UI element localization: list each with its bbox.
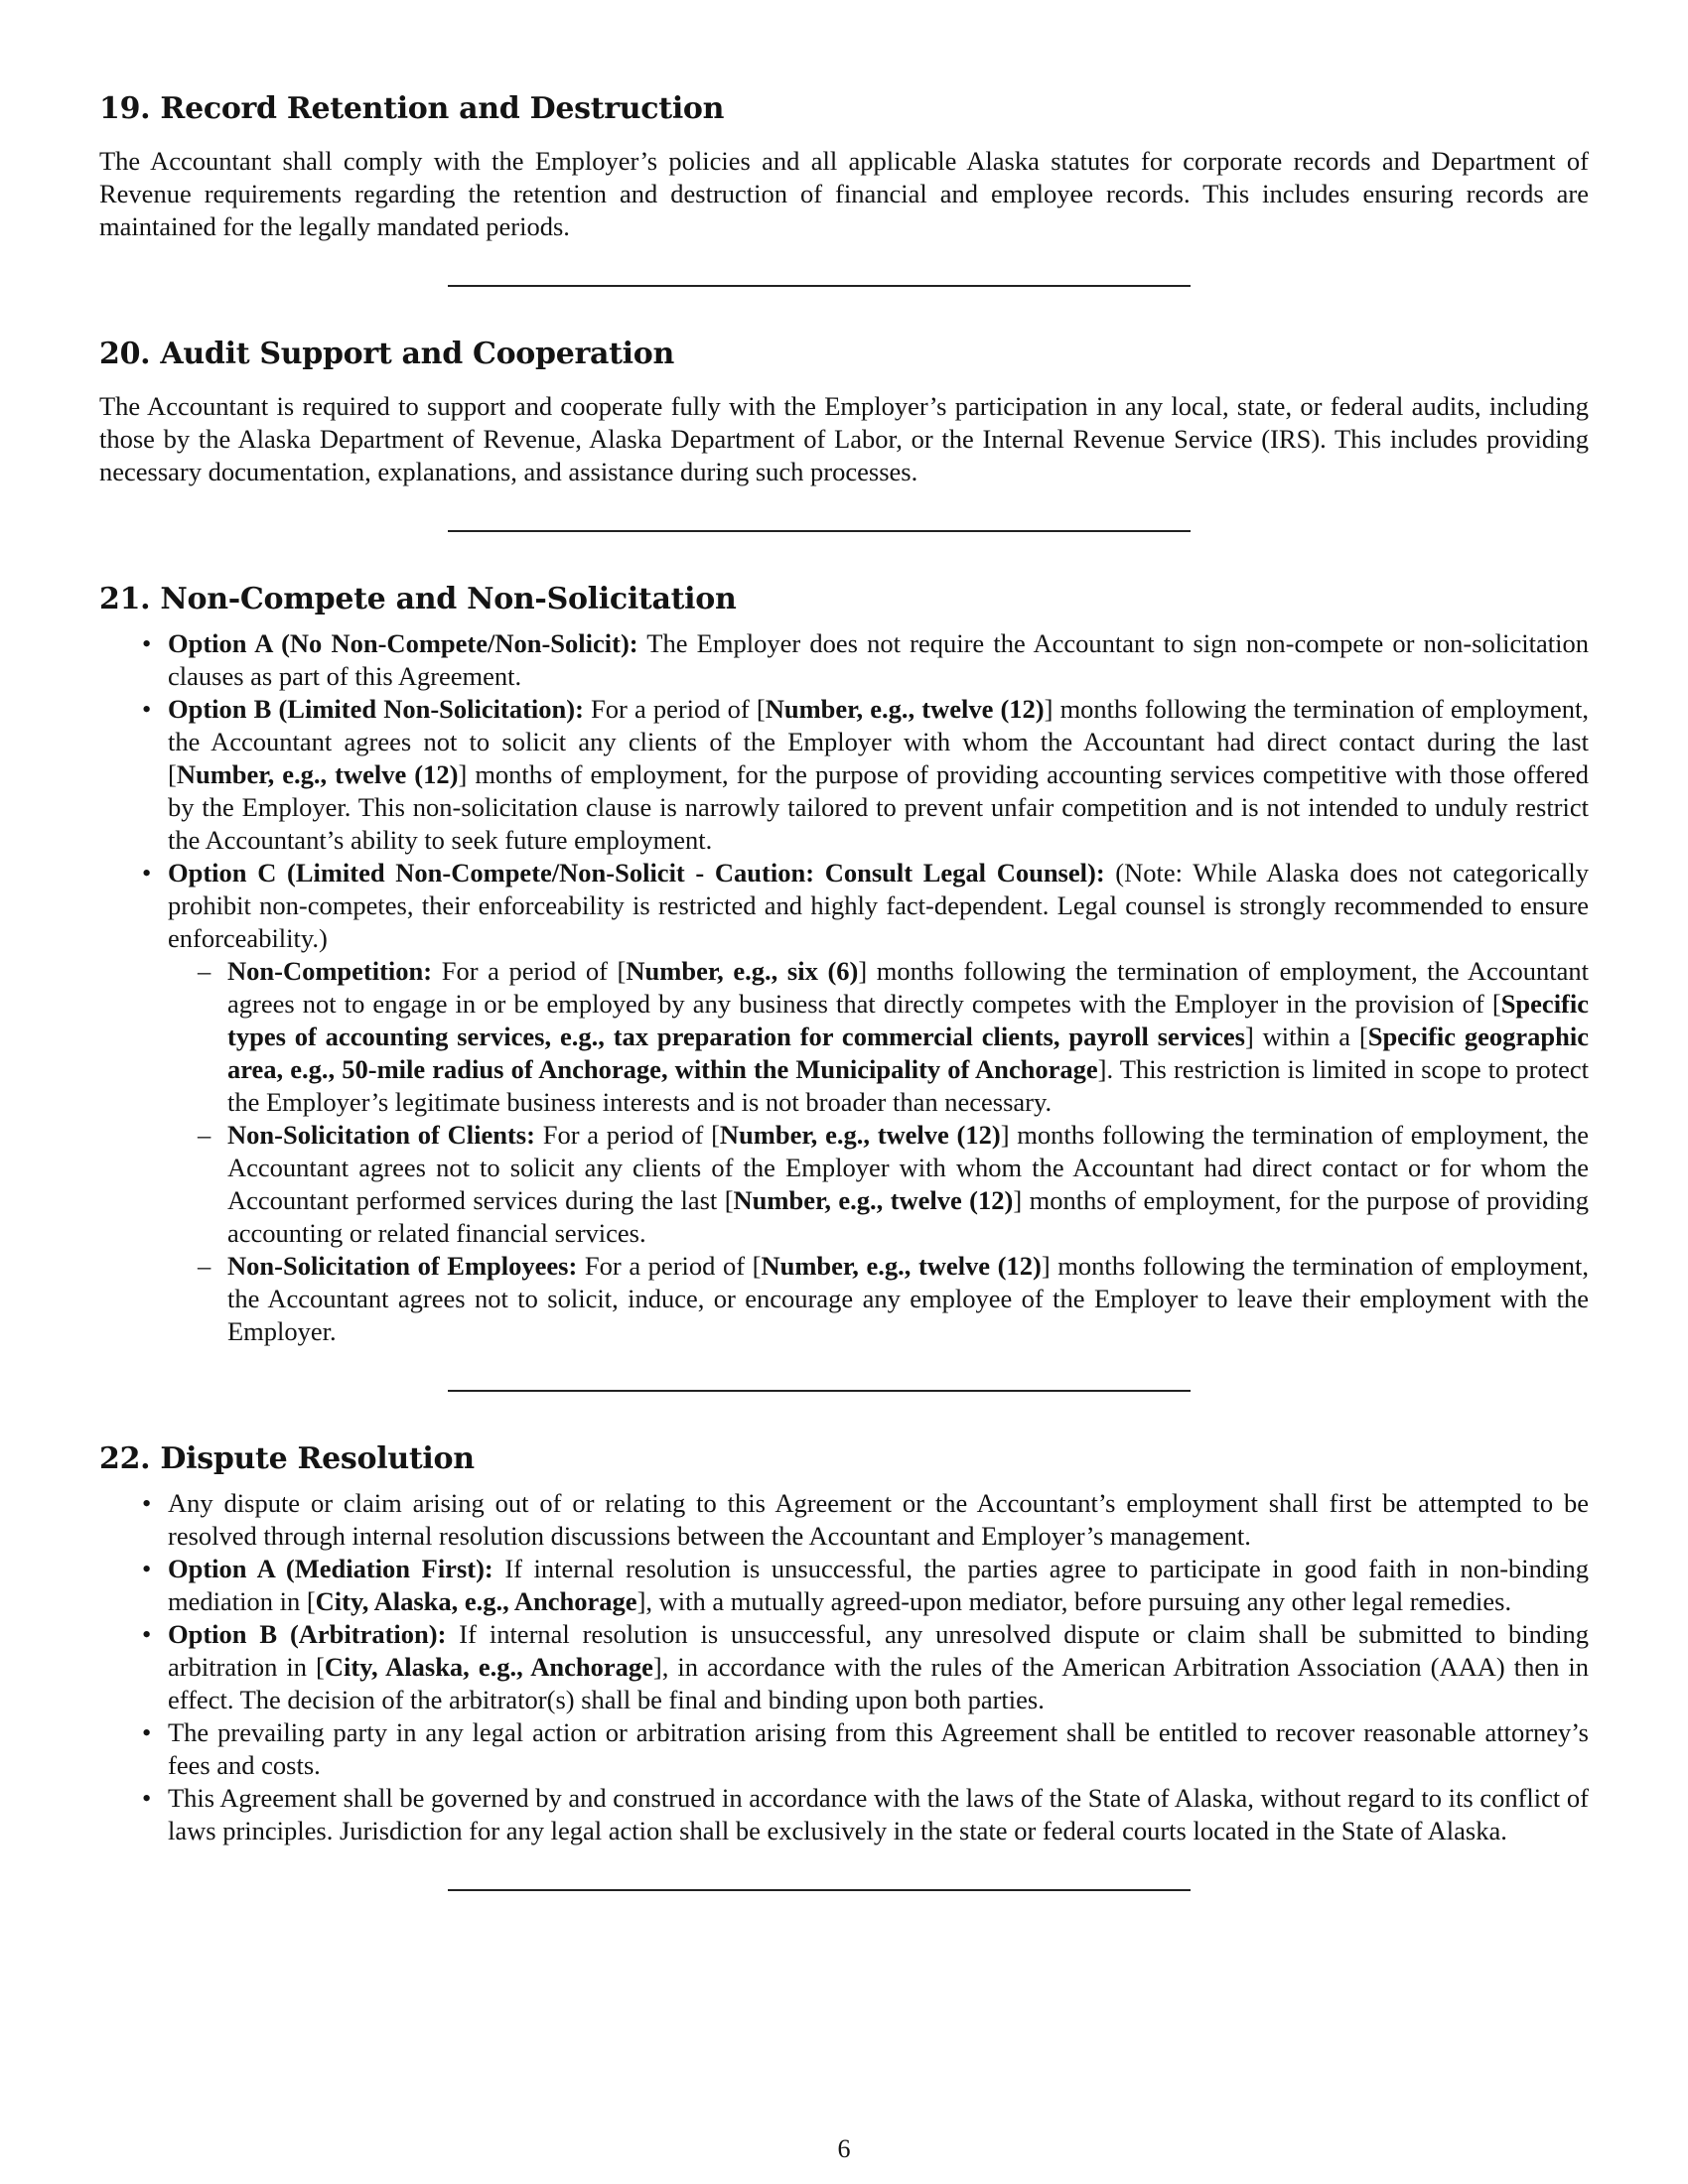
sub-text: ] months following the termination of employment, the Accountant agrees not to engage in or be employed by any business that directly competes with the Employer in the provision of [ xyxy=(227,956,1589,1019)
option-text: (Note: While Alaska does not categorically prohibit non-competes, their enforceability is restricted and highly fact-dependent. Legal counsel is strongly recommended to ensure enforceability.) xyxy=(168,858,1589,953)
dispute-list xyxy=(99,1487,1589,1847)
placeholder: Specific geographic area, e.g., 50-mile radius of Anchorage, within the Municipality of Anchorage xyxy=(227,1022,1589,1084)
list-item xyxy=(168,693,1589,857)
sub-label: Non-Solicitation of Clients: xyxy=(227,1120,535,1150)
section-body: The Accountant shall comply with the Employer’s policies and all applicable Alaska statutes for corporate records and Department of Revenue requirements regarding the retention and destruction of financial and employee records. This includes ensuring records are maintained for the legally mandated periods. xyxy=(99,146,1589,241)
list-item xyxy=(168,627,1589,693)
placeholder: Number, e.g., twelve (12) xyxy=(719,1120,1001,1150)
sub-text: For a period of [ xyxy=(432,956,627,986)
sub-text: For a period of [ xyxy=(534,1120,720,1150)
section-heading: 20. Audit Support and Cooperation xyxy=(99,337,674,371)
placeholder: Number, e.g., twelve (12) xyxy=(176,759,459,789)
sub-list-item xyxy=(227,1119,1589,1250)
placeholder: Number, e.g., twelve (12) xyxy=(733,1185,1014,1215)
list-item xyxy=(168,857,1589,1348)
section-body: The Accountant is required to support and cooperate fully with the Employer’s participation in any local, state, or federal audits, including those by the Alaska Department of Revenue, Alaska Department of Labor, or the Internal Revenue Service (IRS). This includes providing necessary documentation, explanations, and assistance during such processes. xyxy=(99,391,1589,486)
list-item: • Any dispute or claim arising out of or relating to this Agreement or the Accountant’s employment shall first be attempted to be resolved through internal resolution discussions between the Accountant and Employer’s management. xyxy=(168,1487,1589,1553)
placeholder: City, Alaska, e.g., Anchorage xyxy=(324,1652,653,1682)
sub-list-item xyxy=(227,955,1589,1119)
section-divider xyxy=(448,285,1191,287)
option-text: ] months following the termination of employment, the Accountant agrees not to solicit any clients of the Employer with whom the Accountant had direct contact during the last [ xyxy=(168,694,1589,789)
sub-text: ]. This restriction is limited in scope to protect the Employer’s legitimate business interests and is not broader than necessary. xyxy=(227,1054,1590,1117)
sub-text: ] within a [ xyxy=(1244,1022,1368,1051)
list-item xyxy=(168,1553,1589,1618)
section-divider xyxy=(448,1390,1191,1392)
section-19 xyxy=(99,91,1589,287)
option-text: ], in accordance with the rules of the American Arbitration Association (AAA) then in effect. The decision of the arbitrator(s) shall be final and binding upon both parties. xyxy=(168,1652,1590,1714)
placeholder: Number, e.g., twelve (12) xyxy=(765,694,1045,724)
option-label: Option C (Limited Non-Compete/Non-Solicit - Caution: Consult Legal Counsel): xyxy=(168,858,1105,887)
placeholder: Number, e.g., six (6) xyxy=(626,956,859,986)
list-item: • The prevailing party in any legal action or arbitration arising from this Agreement shall be entitled to recover reasonable attorney’s fees and costs. xyxy=(168,1716,1589,1782)
section-heading: 21. Non-Compete and Non-Solicitation xyxy=(99,582,737,616)
page-number: 6 xyxy=(837,2134,851,2163)
option-label: Option A (No Non-Compete/Non-Solicit): xyxy=(168,628,638,658)
sub-list xyxy=(168,955,1589,1348)
option-label: Option A (Mediation First): xyxy=(168,1554,493,1583)
section-20 xyxy=(99,337,1589,532)
option-list xyxy=(99,627,1589,1348)
option-text: For a period of [ xyxy=(583,694,766,724)
placeholder: Specific types of accounting services, e.g., tax preparation for commercial clients, payroll services xyxy=(227,989,1589,1051)
sub-label: Non-Solicitation of Employees: xyxy=(227,1251,578,1281)
document-page xyxy=(99,91,1589,1891)
sub-label: Non-Competition: xyxy=(227,956,433,986)
section-divider xyxy=(448,530,1191,532)
placeholder: Number, e.g., twelve (12) xyxy=(761,1251,1042,1281)
option-label: Option B (Limited Non-Solicitation): xyxy=(168,694,584,724)
option-text: ] months of employment, for the purpose of providing accounting services competitive with those offered by the Employer. This non-solicitation clause is narrowly tailored to prevent unfair competition and is not intended to unduly restrict the Accountant’s ability to seek future employment. xyxy=(168,759,1589,855)
sub-text: For a period of [ xyxy=(577,1251,762,1281)
option-text: ], with a mutually agreed-upon mediator, before pursuing any other legal remedies. xyxy=(636,1586,1512,1616)
section-heading: 22. Dispute Resolution xyxy=(99,1441,475,1476)
option-text: If internal resolution is unsuccessful, any unresolved dispute or claim shall be submitted to binding arbitration in [ xyxy=(168,1619,1590,1682)
sub-text: ] months of employment, for the purpose of providing accounting or related financial services. xyxy=(227,1185,1590,1248)
sub-text: ] months following the termination of employment, the Accountant agrees not to solicit, induce, or encourage any employee of the Employer to leave their employment with the Employer. xyxy=(227,1251,1590,1346)
section-22 xyxy=(99,1441,1589,1891)
section-heading: 19. Record Retention and Destruction xyxy=(99,91,725,126)
option-text: The Employer does not require the Accountant to sign non-compete or non-solicitation clauses as part of this Agreement. xyxy=(168,628,1589,691)
option-text: If internal resolution is unsuccessful, the parties agree to participate in good faith in non-binding mediation in [ xyxy=(168,1554,1589,1616)
option-label: Option B (Arbitration): xyxy=(168,1619,447,1649)
section-divider xyxy=(448,1889,1191,1891)
list-item: • This Agreement shall be governed by and construed in accordance with the laws of the State of Alaska, without regard to its conflict of laws principles. Jurisdiction for any legal action shall be exclusively in the state or federal courts located in the State of Alaska. xyxy=(168,1782,1589,1847)
sub-text: ] months following the termination of employment, the Accountant agrees not to solicit any clients of the Employer with whom the Accountant had direct contact or for whom the Accountant performed services during the last [ xyxy=(227,1120,1589,1215)
list-item xyxy=(168,1618,1589,1716)
sub-list-item xyxy=(227,1250,1589,1348)
section-21 xyxy=(99,582,1589,1392)
placeholder: City, Alaska, e.g., Anchorage xyxy=(315,1586,637,1616)
